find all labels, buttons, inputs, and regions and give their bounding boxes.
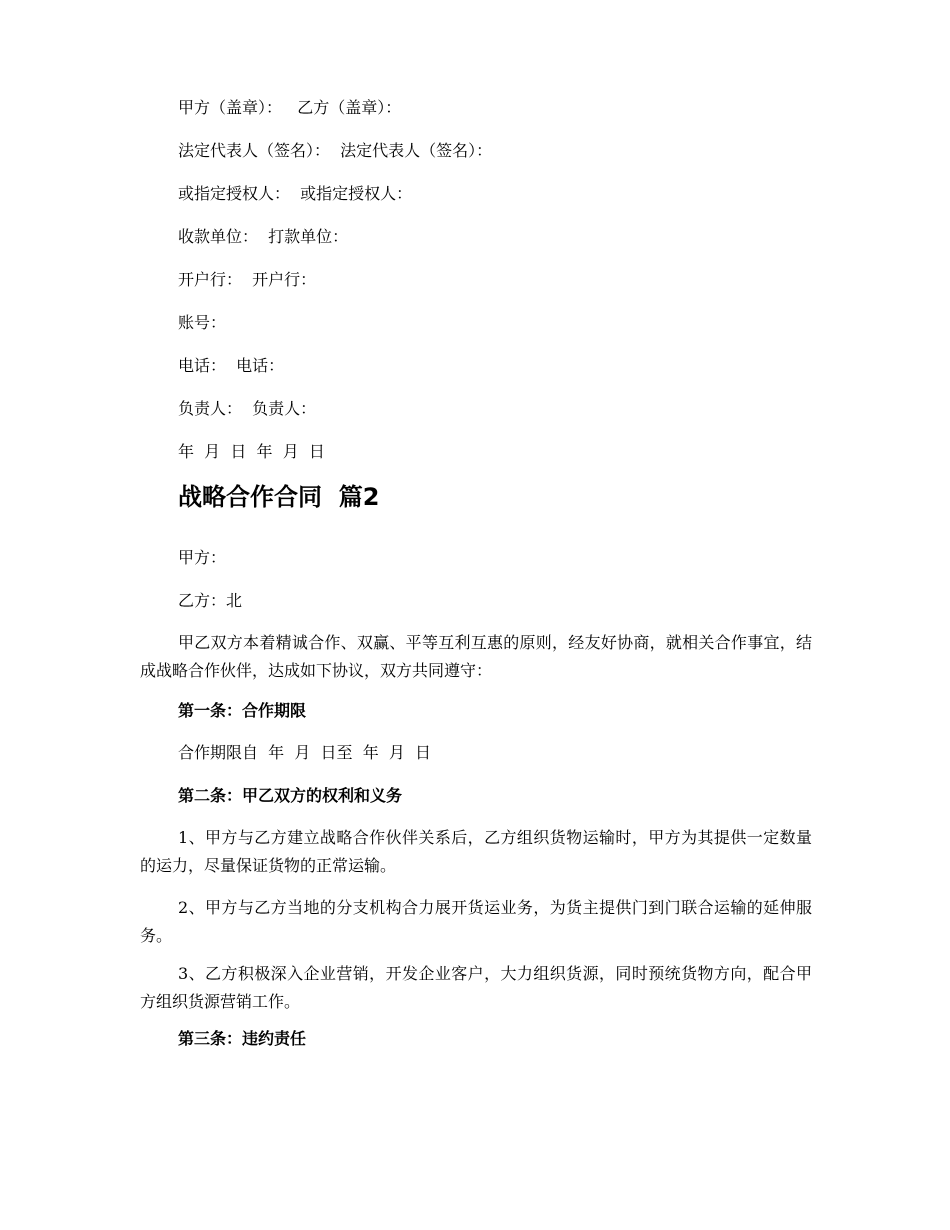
signature-line-authorized: 或指定授权人： 或指定授权人： xyxy=(178,184,413,203)
article1-title: 第一条：合作期限 xyxy=(178,701,307,720)
signature-line-phone: 电话： 电话： xyxy=(178,356,285,375)
signature-line-bank: 开户行： 开户行： xyxy=(178,270,317,289)
signature-line-date: 年 月 日 年 月 日 xyxy=(178,442,325,461)
signature-line-account: 账号： xyxy=(178,313,227,332)
article3-title: 第三条：违约责任 xyxy=(178,1029,307,1048)
article2-title: 第二条：甲乙双方的权利和义务 xyxy=(178,786,403,805)
signature-line-person-in-charge: 负责人： 负责人： xyxy=(178,399,317,418)
article2-item-1: 1、甲方与乙方建立战略合作伙伴关系后，乙方组织货物运输时，甲方为其提供一定数量的运力，尽量保证货物的正常运输。 xyxy=(140,828,812,875)
section-title: 战略合作合同 篇2 xyxy=(178,483,380,511)
signature-line-payee: 收款单位： 打款单位： xyxy=(178,227,349,246)
article2-item-2: 2、甲方与乙方当地的分支机构合力展开货运业务，为货主提供门到门联合运输的延伸服务。 xyxy=(140,898,812,945)
intro-paragraph: 甲乙双方本着精诚合作、双赢、平等互利互惠的原则，经友好协商，就相关合作事宜，结成战略合作伙伴，达成如下协议，双方共同遵守： xyxy=(140,633,812,680)
signature-line-seal: 甲方（盖章）： 乙方（盖章）： xyxy=(178,98,402,117)
party-b-line: 乙方：北 xyxy=(178,591,243,610)
party-a-line: 甲方： xyxy=(178,548,227,567)
article2-item-3: 3、乙方积极深入企业营销，开发企业客户，大力组织货源，同时预统货物方向，配合甲方组织货源营销工作。 xyxy=(140,964,812,1011)
signature-line-legal-rep: 法定代表人（签名）： 法定代表人（签名）： xyxy=(178,141,493,160)
article1-text: 合作期限自 年 月 日至 年 月 日 xyxy=(178,743,432,762)
